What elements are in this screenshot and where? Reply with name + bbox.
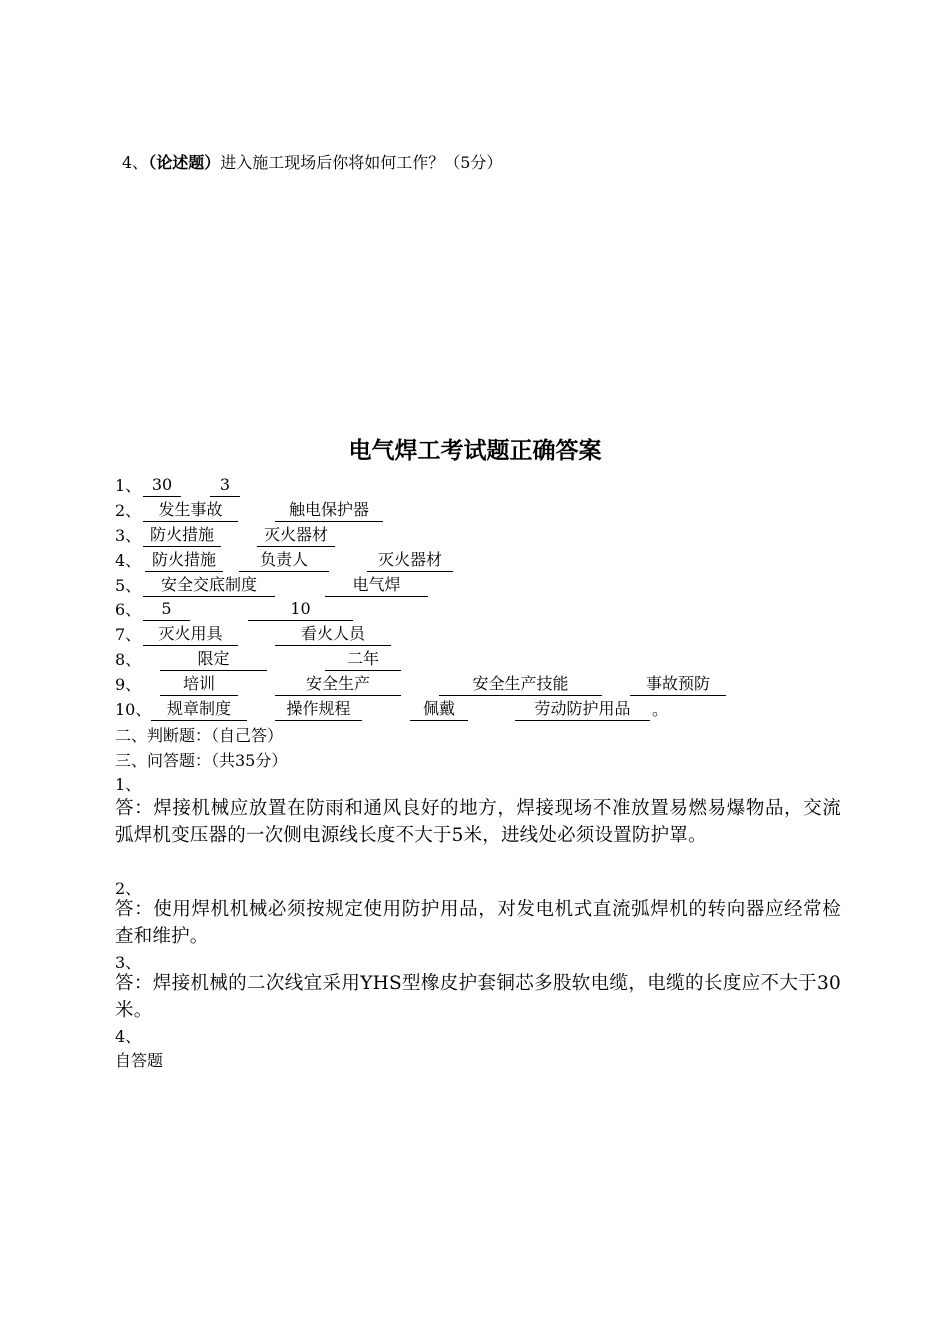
- qa-number: 2、: [115, 879, 142, 898]
- fill-answer-blank: 发生事故: [143, 499, 238, 522]
- fill-answer-number: 2、: [115, 501, 142, 520]
- fill-answer-number: 8、: [115, 650, 142, 669]
- fill-answer-blank: 看火人员: [275, 623, 391, 646]
- qa-answer: 自答题: [115, 1051, 164, 1070]
- qa-answer: 答：焊接机械应放置在防雨和通风良好的地方，焊接现场不准放置易燃易爆物品，交流弧焊机变压器的一次侧电源线长度不大于5米，进线处必须设置防护罩。: [115, 798, 841, 846]
- fill-answer-blank: 安全交底制度: [143, 574, 275, 597]
- fill-answer-blank: 灭火器材: [367, 549, 453, 572]
- fill-answer-blank: 30: [143, 474, 181, 497]
- fill-answer-number: 6、: [115, 600, 142, 619]
- fill-answer-blank: 3: [210, 474, 240, 497]
- fill-answer-blank: 安全生产技能: [439, 673, 602, 696]
- qa-answer: 答：使用焊机机械必须按规定使用防护用品，对发电机式直流弧焊机的转向器应经常检查和维护。: [115, 899, 841, 947]
- section-3-heading: 三、问答题：（共35分）: [115, 751, 288, 770]
- fill-answer-blank: 二年: [325, 648, 401, 671]
- fill-answer-number: 9、: [115, 675, 142, 694]
- qa-number: 4、: [115, 1027, 142, 1046]
- question-4-type: （论述题）: [148, 153, 221, 172]
- fill-answer-blank: 劳动防护用品: [515, 698, 650, 721]
- fill-answer-blank: 事故预防: [630, 673, 726, 696]
- question-4-number: 4、: [122, 153, 149, 172]
- fill-answer-number: 3、: [115, 526, 142, 545]
- page-title: 电气焊工考试题正确答案: [348, 438, 602, 464]
- fill-answer-blank: 负责人: [239, 549, 329, 572]
- question-4-text: 进入施工现场后你将如何工作？（5分）: [220, 153, 503, 172]
- fill-answer-blank: 10: [248, 598, 353, 621]
- fill-answer-blank: 5: [143, 598, 190, 621]
- fill-answer-blank: 灭火用具: [143, 623, 238, 646]
- fill-answer-blank: 触电保护器: [275, 499, 383, 522]
- fill-answer-number: 5、: [115, 576, 142, 595]
- fill-answer-number: 1、: [115, 476, 142, 495]
- fill-answer-blank: 培训: [160, 673, 238, 696]
- fill-answer-blank: 电气焊: [325, 574, 428, 597]
- fill-answer-number: 10、: [115, 700, 152, 719]
- fill-answer-blank: 防火措施: [145, 549, 223, 572]
- fill-answer-end: 。: [652, 700, 669, 719]
- fill-answer-blank: 防火措施: [143, 524, 221, 547]
- fill-answer-blank: 灭火器材: [257, 524, 335, 547]
- fill-answer-blank: 规章制度: [151, 698, 247, 721]
- fill-answer-blank: 佩戴: [410, 698, 468, 721]
- question-4: [122, 150, 502, 173]
- fill-answer-blank: 安全生产: [275, 673, 401, 696]
- qa-answer: 答：焊接机械的二次线宜采用YHS型橡皮护套铜芯多股软电缆，电缆的长度应不大于30米。: [115, 973, 841, 1021]
- fill-answer-blank: 操作规程: [275, 698, 362, 721]
- qa-number: 1、: [115, 775, 142, 794]
- fill-answer-number: 4、: [115, 551, 142, 570]
- fill-answer-number: 7、: [115, 625, 142, 644]
- section-2-heading: 二、判断题：（自己答）: [115, 726, 284, 745]
- qa-number: 3、: [115, 953, 142, 972]
- fill-answer-blank: 限定: [160, 648, 267, 671]
